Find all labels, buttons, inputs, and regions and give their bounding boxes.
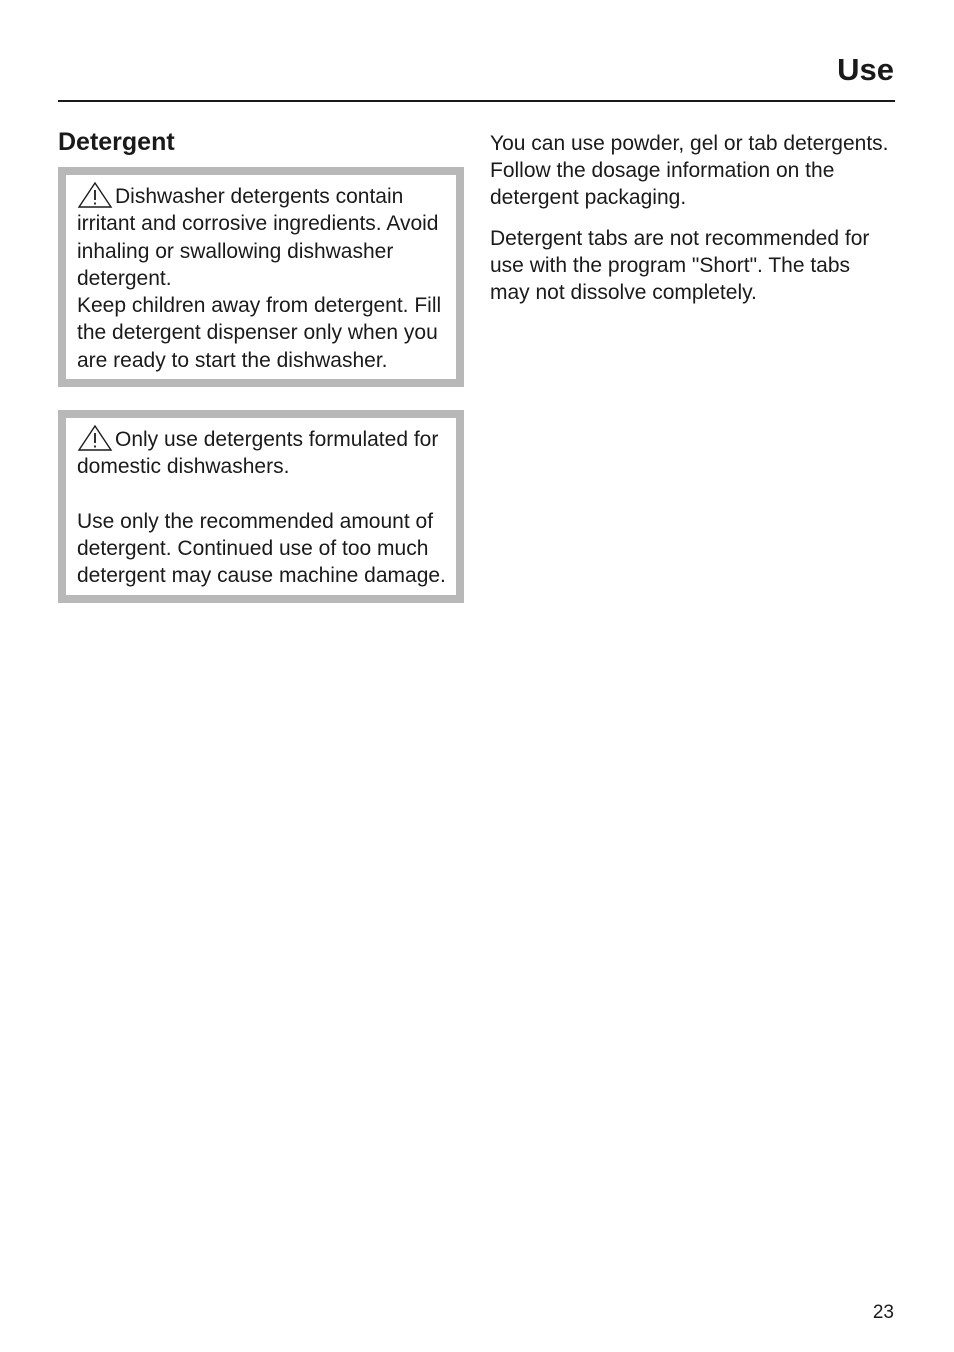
section-heading: Detergent xyxy=(58,128,175,156)
page-title: Use xyxy=(837,52,894,87)
warning-1-paragraph-2 xyxy=(77,292,450,374)
warning-triangle-icon xyxy=(77,181,113,209)
warning-2-paragraph-2 xyxy=(77,508,450,590)
warning-triangle-icon xyxy=(77,424,113,452)
warning-2-text-1: Only use detergents formulated for domestic dishwashers. xyxy=(77,428,439,479)
page-number: 23 xyxy=(872,1302,894,1323)
warning-1-text-1: Dishwasher detergents contain irritant and corrosive ingredients. Avoid inhaling or swallowing dishwasher detergent. xyxy=(77,185,439,290)
warning-2-text-2: Use only the recommended amount of detergent. Continued use of too much detergent may cause machine damage. xyxy=(77,509,446,588)
body-paragraph-tabs: Detergent tabs are not recommended for use with the program "Short". The tabs may not dissolve completely. xyxy=(490,226,870,305)
left-column xyxy=(58,126,464,603)
warning-box-corrosive xyxy=(58,167,464,387)
warning-1-text-2: Keep children away from detergent. Fill the detergent dispenser only when you are ready to start the dishwasher. xyxy=(77,294,442,372)
warning-2-paragraph-1 xyxy=(77,426,450,481)
warning-1-paragraph-1 xyxy=(77,183,450,292)
warning-box-domestic-use xyxy=(58,410,464,602)
header-rule xyxy=(58,100,895,102)
body-paragraph-dosage: You can use powder, gel or tab detergents. Follow the dosage information on the detergent packaging. xyxy=(490,132,889,210)
right-column xyxy=(490,130,890,319)
